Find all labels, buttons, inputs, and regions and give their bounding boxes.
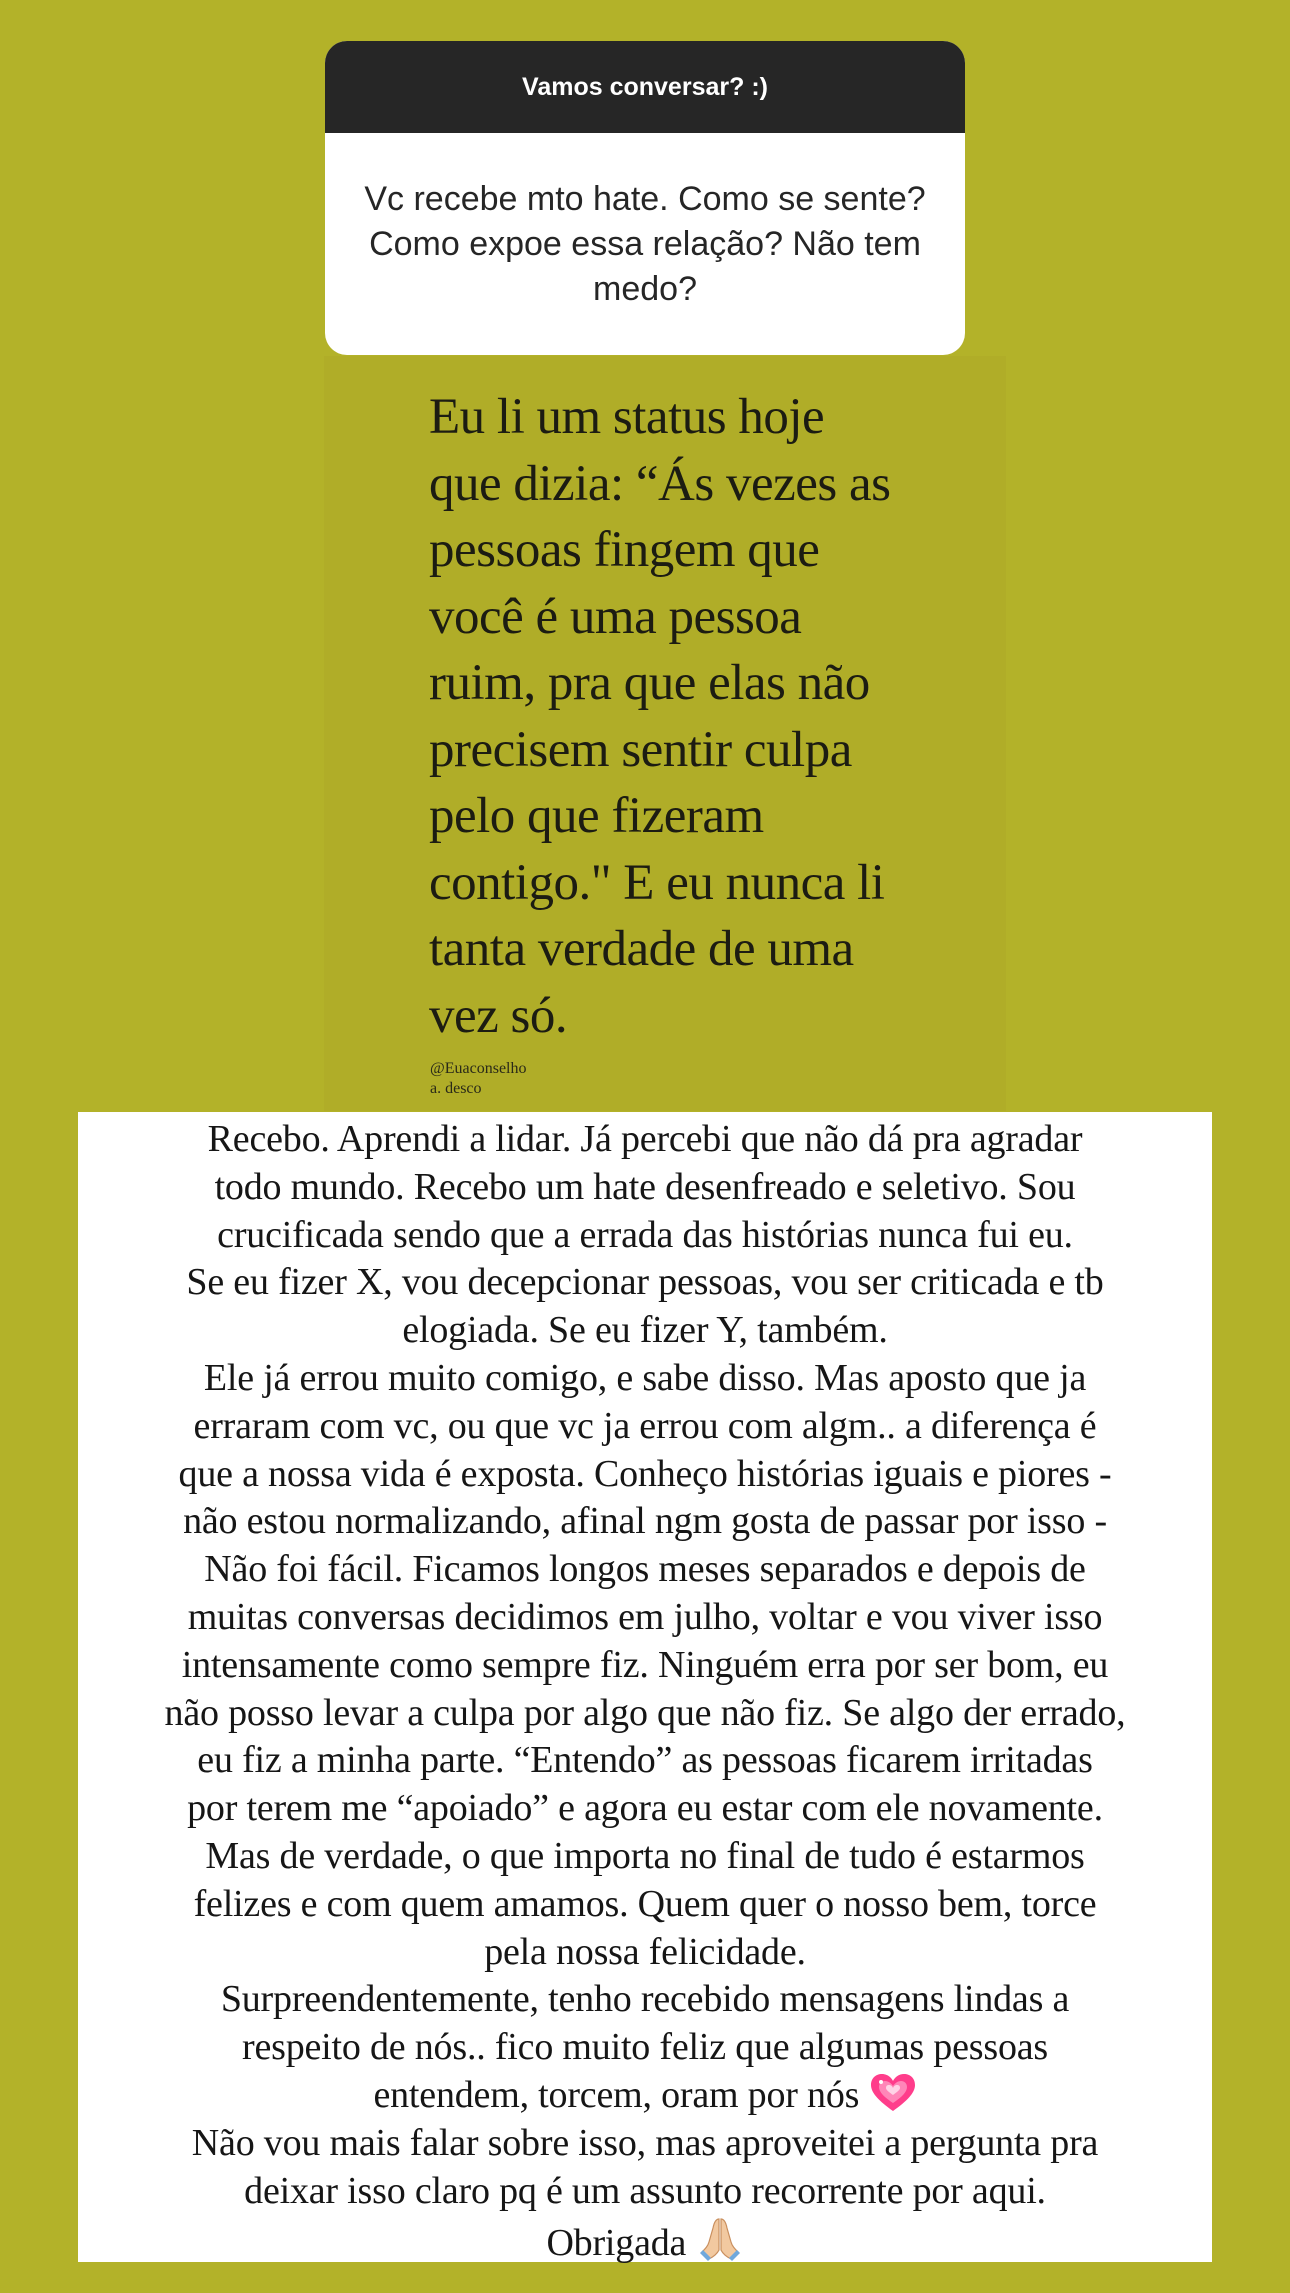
sparkling-heart-icon	[869, 2073, 917, 2113]
answer-text	[78, 1112, 1212, 2268]
answer-line: por terem me “apoiado” e agora eu estar com ele novamente.	[187, 1787, 1103, 1830]
answer-line: crucificada sendo que a errada das histórias nunca fui eu.	[217, 1213, 1073, 1256]
answer-line: intensamente como sempre fiz. Ninguém erra por ser bom, eu	[181, 1643, 1109, 1686]
answer-line: que a nossa vida é exposta. Conheço histórias iguais e piores -	[178, 1452, 1112, 1495]
answer-line: todo mundo. Recebo um hate desenfreado e seletivo. Sou	[214, 1165, 1076, 1208]
answer-line: não estou normalizando, afinal ngm gosta de passar por isso -	[183, 1500, 1107, 1543]
question-sticker-title: Vamos conversar? :)	[325, 41, 965, 133]
answer-line: deixar isso claro pq é um assunto recorrente por aqui.	[244, 2169, 1046, 2212]
answer-line: Não vou mais falar sobre isso, mas aproveitei a pergunta pra	[191, 2121, 1099, 2164]
question-sticker-question: Vc recebe mto hate. Como se sente? Como expoe essa relação? Não tem medo?	[364, 179, 926, 308]
answer-line: pela nossa felicidade.	[484, 1930, 806, 1973]
answer-line: Ele já errou muito comigo, e sabe disso. Mas aposto que ja	[203, 1356, 1087, 1399]
folded-hands-icon	[696, 2215, 744, 2263]
quote-image	[324, 356, 1006, 1111]
answer-line: Recebo. Aprendi a lidar. Já percebi que não dá pra agradar	[207, 1118, 1083, 1160]
quote-credit-author: a. desco	[430, 1080, 482, 1097]
answer-line: Não foi fácil. Ficamos longos meses separados e depois de	[204, 1548, 1086, 1591]
answer-line: muitas conversas decidimos em julho, voltar e vou viver isso	[187, 1595, 1103, 1638]
quote-credit-handle: @Euaconselho	[430, 1060, 527, 1077]
answer-line: elogiada. Se eu fizer Y, também.	[402, 1309, 888, 1352]
quote-credit	[430, 1059, 526, 1099]
answer-box	[78, 1112, 1212, 2265]
answer-line: felizes e com quem amamos. Quem quer o nosso bem, torce	[193, 1882, 1097, 1925]
answer-line: respeito de nós.. fico muito feliz que algumas pessoas	[242, 2026, 1048, 2069]
answer-line: Surpreendentemente, tenho recebido mensagens lindas a	[220, 1978, 1070, 2021]
answer-line: erraram com vc, ou que vc ja errou com algm.. a diferença é	[193, 1404, 1097, 1447]
answer-line: eu fiz a minha parte. “Entendo” as pessoas ficarem irritadas	[197, 1739, 1093, 1782]
answer-line: Se eu fizer X, vou decepcionar pessoas, vou ser criticada e tb	[186, 1261, 1104, 1304]
answer-line: não posso levar a culpa por algo que não fiz. Se algo der errado,	[164, 1691, 1126, 1734]
answer-line: entendem, torcem, oram por nós	[373, 2073, 860, 2116]
quote-text: Eu li um status hoje que dizia: “Ás vezes as pessoas fingem que você é uma pessoa ruim, pra que elas não precisem sentir culpa pelo que fizeram contigo." E eu nunca li tanta verdade de uma vez só.	[429, 389, 891, 1044]
answer-line: Obrigada	[546, 2222, 687, 2265]
answer-line: Mas de verdade, o que importa no final de tudo é estarmos	[205, 1834, 1085, 1877]
question-sticker	[325, 41, 965, 355]
